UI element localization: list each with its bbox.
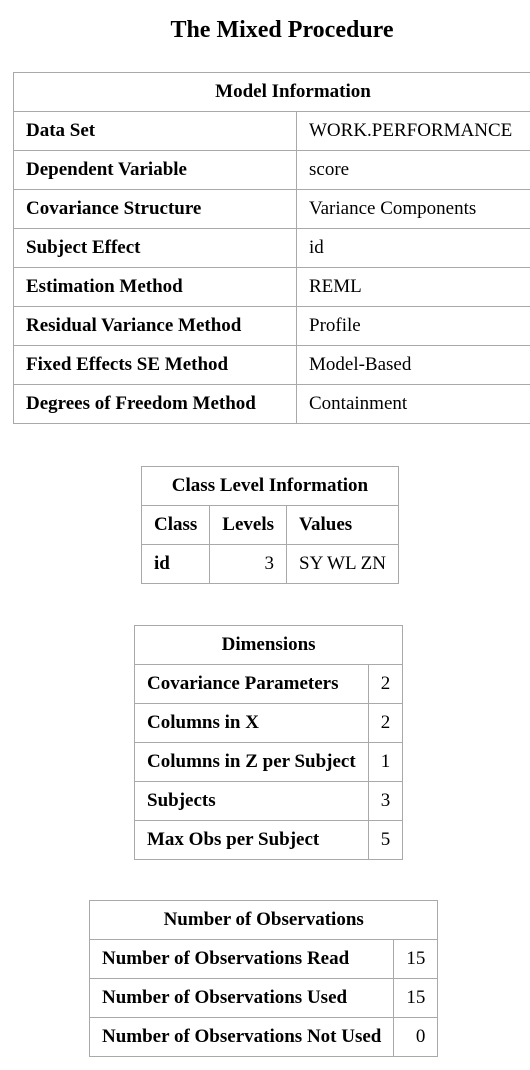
row-value: 2 [368, 704, 403, 743]
column-header-class: Class [142, 506, 210, 545]
table-caption: Number of Observations [90, 901, 438, 940]
table-row [135, 782, 403, 821]
row-value: 3 [368, 782, 403, 821]
table-row [14, 346, 530, 385]
table-header-row [142, 506, 399, 545]
number-of-observations-table [89, 900, 438, 1057]
class-levels: 3 [210, 545, 287, 584]
class-name: id [142, 545, 210, 584]
table-row [14, 385, 530, 424]
table-row [135, 821, 403, 860]
row-value: Model-Based [297, 346, 530, 385]
row-label: Subjects [135, 782, 369, 821]
row-label: Columns in Z per Subject [135, 743, 369, 782]
row-label: Covariance Parameters [135, 665, 369, 704]
table-row [90, 1018, 438, 1057]
row-label: Residual Variance Method [14, 307, 297, 346]
table-row [14, 307, 530, 346]
row-value: 1 [368, 743, 403, 782]
model-information-table [13, 72, 530, 424]
row-value: 2 [368, 665, 403, 704]
table-row [135, 665, 403, 704]
row-value: 5 [368, 821, 403, 860]
row-value: 15 [394, 940, 438, 979]
table-row [90, 979, 438, 1018]
row-value: Profile [297, 307, 530, 346]
table-row [14, 112, 530, 151]
row-label: Estimation Method [14, 268, 297, 307]
table-row [14, 190, 530, 229]
row-label: Fixed Effects SE Method [14, 346, 297, 385]
row-value: WORK.PERFORMANCE [297, 112, 530, 151]
table-row [142, 545, 399, 584]
row-label: Columns in X [135, 704, 369, 743]
row-value: Variance Components [297, 190, 530, 229]
row-label: Number of Observations Not Used [90, 1018, 394, 1057]
table-row [14, 229, 530, 268]
row-label: Subject Effect [14, 229, 297, 268]
row-value: score [297, 151, 530, 190]
table-caption: Dimensions [135, 626, 403, 665]
column-header-values: Values [287, 506, 399, 545]
table-row [135, 704, 403, 743]
table-row [90, 940, 438, 979]
row-value: Containment [297, 385, 530, 424]
row-label: Number of Observations Used [90, 979, 394, 1018]
row-value: 0 [394, 1018, 438, 1057]
class-level-information-table [141, 466, 399, 584]
table-row [14, 268, 530, 307]
table-caption: Model Information [14, 73, 530, 112]
row-label: Degrees of Freedom Method [14, 385, 297, 424]
row-value: 15 [394, 979, 438, 1018]
row-label: Number of Observations Read [90, 940, 394, 979]
row-label: Data Set [14, 112, 297, 151]
table-row [14, 151, 530, 190]
table-caption: Class Level Information [142, 467, 399, 506]
class-values: SY WL ZN [287, 545, 399, 584]
page-title: The Mixed Procedure [170, 17, 394, 43]
row-value: id [297, 229, 530, 268]
dimensions-table [134, 625, 403, 860]
column-header-levels: Levels [210, 506, 287, 545]
row-value: REML [297, 268, 530, 307]
row-label: Max Obs per Subject [135, 821, 369, 860]
table-row [135, 743, 403, 782]
row-label: Covariance Structure [14, 190, 297, 229]
row-label: Dependent Variable [14, 151, 297, 190]
